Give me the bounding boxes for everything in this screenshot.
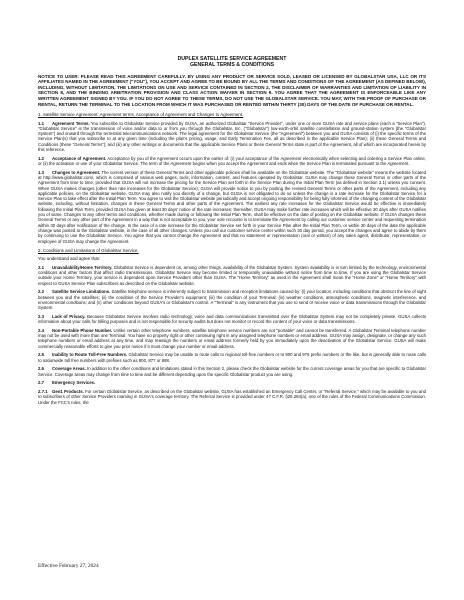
clause-number: 2.6 bbox=[38, 366, 44, 372]
clause bbox=[38, 366, 426, 377]
clause bbox=[38, 389, 426, 405]
clause bbox=[38, 121, 426, 153]
effective-date: Effective February 27, 2024 bbox=[38, 563, 99, 569]
clause-label: Agreement Terms. bbox=[52, 120, 90, 126]
clause-label: Coverage Areas. bbox=[52, 366, 86, 372]
clause bbox=[38, 314, 426, 325]
section-intro: You understand and agree that: bbox=[38, 256, 101, 262]
clause-label: Non-Portable Phone Number. bbox=[52, 327, 113, 333]
clause-label: Emergency Services. bbox=[52, 380, 96, 386]
clause bbox=[38, 156, 426, 167]
clause bbox=[38, 265, 426, 286]
clause bbox=[38, 170, 426, 244]
user-notice: NOTICE TO USER: PLEASE READ THIS AGREEMENT CAREFULLY. BY USING ANY PRODUCT OR SERVICE SOLD, LEASED OR LICENSED BY GLOBALSTAR USA, LLC OR ITS AFFILIATES NAMED IN THE AGREEMENT ("YOU"), YOU ACCEPT AND AGREE TO BE BOUND BY ALL THE TERMS AND CONDITIONS OF THE AGREEMENT (AS DEFINED BELOW), INCLUDING, WITHOUT LIMITATION, THE LIMITATIONS ON USE AND SERVICE CONTAINED IN SECTION 2, THE DISCLAIMER OF WARRANTIES AND LIMITATION OF LIABILITY IN SECTION 8, AND THE BINDING ARBITRATION PROVISION AND CLASS ACTION WAIVER IN SECTION 9. YOU AGREE THAT THE AGREEMENT IS ENFORCEABLE LIKE ANY WRITTEN AGREEMENT SIGNED BY YOU. IF YOU DO NOT AGREE TO THESE TERMS, DO NOT USE THE GLOBALSTAR SERVICE. YOU MAY, WITH THE PROOF OF PURCHASE OR RENTAL, RETURN THE TERMINAL TO THE LOCATION FROM WHICH IT WAS PURCHASED OR RENTED WITHIN THIRTY (30) DAYS OF THE DATE OF PURCHASE OR RENTAL. bbox=[38, 73, 426, 107]
clause-text: Globalstar Service is dependent on, among other things, availability of the Globalstar System. System availability is in turn limited by the technology, environmental conditions and other factors that affect radio transmissions. Globalstar Service may become limited or temporarily unavailable without notice from time to time. If you are using the Globalstar Service outside your Home Territory, your service is dependent upon Service Providers other than GUSA. The "Home Territory" as used in the Agreement shall mean the "Home Zone" or "Home Territory" with respect to GUSA Service Plan subscribers as described on the Globalstar website. bbox=[38, 264, 426, 286]
clause bbox=[38, 289, 426, 310]
clause bbox=[38, 328, 426, 349]
section-heading: 1. Satellite Service Agreement: Agreement terms, Acceptance of Agreement and Changes to Agreement. bbox=[38, 112, 244, 118]
clause-number: 2.7 bbox=[38, 380, 44, 386]
clause-label: Inability to Route Toll-Free Numbers. bbox=[52, 352, 128, 358]
clause-label: Gen1 Products. bbox=[52, 389, 84, 394]
clause-number: 2.1 bbox=[38, 264, 44, 270]
document-subtitle: GENERAL TERMS & CONDITIONS bbox=[189, 62, 275, 69]
document-title: DUPLEX SATELLITE SERVICE AGREEMENT bbox=[177, 56, 287, 62]
document-header bbox=[38, 56, 426, 69]
clause-text: Acceptance by you of the Agreement occurs upon the earlier of: (i) your acceptance of the Agreement electronically when selecting and ordering a Service Plan online, or (ii) the activation or use of your Globalstar Service. The term of the Agreement begins when you accept the Agreement and ends when the Service Plan is terminated pursuant to the Agreement. bbox=[38, 155, 426, 166]
clause-number: 1.1 bbox=[38, 120, 44, 126]
clause-label: Acceptance of Agreement. bbox=[52, 155, 107, 161]
clause bbox=[38, 380, 426, 385]
clause-number: 2.4 bbox=[38, 327, 44, 333]
clause-text: Satellite telephone service is inherently subject to transmission and reception limitations caused by: (i) your location, including conditions that obstruct the line of sight between you and the satellites; (ii) the condition of the Service Provider's equipment; (iii) the condition of your Terminal; (iv) weather conditions, atmospheric conditions, magnetic interference, and environmental conditions; and (v) other conditions beyond GUSA's or Globalstar's control. A "Terminal" is any instrument that you use to send or receive voice or data transmissions through the Globalstar System. bbox=[38, 289, 426, 311]
clause-number: 2.7.1 bbox=[38, 389, 48, 394]
document-sections bbox=[38, 112, 426, 405]
clause-number: 1.2 bbox=[38, 155, 44, 161]
clause-number: 2.5 bbox=[38, 352, 44, 358]
clause-number: 2.2 bbox=[38, 289, 44, 295]
clause-label: Unavailability/Home Territory. bbox=[52, 264, 113, 270]
clause-label: Lack of Privacy. bbox=[52, 313, 86, 319]
clause bbox=[38, 352, 426, 363]
clause-text: In addition to the other conditions and limitations stated in this Section 2, please check the Globalstar website for the current coverage areas for you that are specific to Globalstar Service. Coverage areas may change from time to time and be different depending upon the specific Globalstar product you are using. bbox=[38, 366, 426, 377]
clause-label: Satellite Service Limitations. bbox=[52, 289, 111, 295]
section-heading: 2. Conditions and Limitations of Globalstar Service. bbox=[38, 247, 139, 253]
clause-text: For certain Globalstar Service, as described on the Globalstar website, GUSA has established an Emergency Call Center, or "Referral Service," which may be available to you and to subscribers of other Service Providers roaming in GUSA's coverage territory. The Referral Service is provided under 47 C.F.R. §25.284(a), one of the rules of the Federal Communications Commission. Under the FCC's rules, the bbox=[38, 389, 426, 405]
clause-label: Changes to Agreement. bbox=[52, 169, 101, 175]
clause-number: 2.3 bbox=[38, 313, 44, 319]
clause-text: Globalstar Service may be unable to route calls to regional toll-free numbers or to 900 and 976 prefix numbers or the like, but is generally able to route calls to nationwide toll free numbers with prefixes such as 800, 877 or 888. bbox=[38, 352, 426, 363]
clause-text: The current version of these General Terms and other applicable policies shall be available on the Globalstar website. The "Globalstar website" means the website located at http://www.globalstar.com/, which is comprised of various web pages, tools, information, content, and features operated by Globalstar. GUSA may change these General Terms or other parts of the Agreement from time to time, provided that GUSA will not increase the pricing for the Service Plan set forth in the Service Plan during the Initial Plan Term (as defined in Section 3.1) unless you consent. When GUSA makes changes (other than rate increases for the Globalstar Service), GUSA will provide notice to you by posting the revised General Terms or other parts of the Agreement, including any applicable policies, on the Globalstar website. GUSA may also notify you directly of a change, but GUSA is not obligated to do so unless the change is a rate increase for the Globalstar Service for a Service Plan to take effect after the Initial Plan Term. You agree to visit the Globalstar website periodically and accept ongoing responsibility for being fully informed of the changing content of the Globalstar website, including, without limitation, changes in these General Terms and other parts of the Agreement. The earliest any rate increases for the Globalstar Service would be effective is immediately following the Initial Plan Term, provided GUSA has given at least 30 days' notice of the rate increases; thereafter, GUSA may make further rate increases which will be effective 30 days after GUSA notifies you of same. Changes to any other terms and conditions, whether made during or following the Initial Plan Term, shall be effective on the date of posting on the Globalstar website. If GUSA changes these General Terms or any other part of the Agreement in a way that is not acceptable to you, your sole recourse is to terminate the Agreement by calling our customer service center and requesting termination within 30 days after notification of the change. In the case of a rate increase for the Globalstar Service set forth in your Service Plan after the Initial Plan Term, or within 30 days of the date the applicable change was posted to the Globalstar website, in the case of all other changes. Unless you call our customer service center within such 30 day period, you accept the changes and agree to abide by them by continuing to use the Globalstar Service. You agree that you cannot change the Agreement and that no statement or representation (oral or written) of any sales agent, distributor, representative, or employee of GUSA may change the Agreement. bbox=[38, 169, 426, 244]
clause-text: Unlike certain other telephone numbers, satellite telephone service numbers are not "portable" and cannot be transferred. A Globalstar Terminal telephone number may not be used with more than one Terminal. You have no property right or other continuing right in any assigned telephone numbers or email address. GUSA may assign, designate, or change any such telephone numbers or email address at any time, and may reassign the numbers or email address formerly held by you immediately upon the deactivation of the Globalstar Service. GUSA will make commercially reasonable efforts to give you prior notice if it must change your number or email address. bbox=[38, 327, 426, 349]
clause-text: Because Globalstar Service involves radio technology, voice and data communications transmitted over the Globalstar System may not be completely private. GUSA collects information about your calls for billing purposes and is not responsible for security audits but does not monitor or record the content of your voice or data transmissions. bbox=[38, 313, 426, 325]
clause-text: You subscribe to Globalstar Service provided by GUSA, an authorized Globalstar "Service Provider", under one or more GUSA rate and service plans (each a "Service Plan"). "Globalstar Service" is the transmission of voice and/or data to or from you through the Globalstar, Inc. ("Globalstar") low-earth-orbit satellite constellation and ground-station system (the "Globalstar System") and onward through the terrestrial telecommunications network. The legal agreement for the Globalstar Service (the "Agreement") between you and GUSA consists of (i) the specific terms of the Service Plan(s) that you subscribe to at any given time (including the plan's pricing, usage, and Early Termination Fee, all as described in the applicable Service Plan); (ii) these General Terms and Conditions (these "General Terms"); and (iii) any other writings or documents that the applicable Service Plans or these General Terms state is part of the Agreement, all of which are incorporated herein by this reference. bbox=[38, 120, 426, 152]
clause-number: 1.3 bbox=[38, 169, 44, 175]
